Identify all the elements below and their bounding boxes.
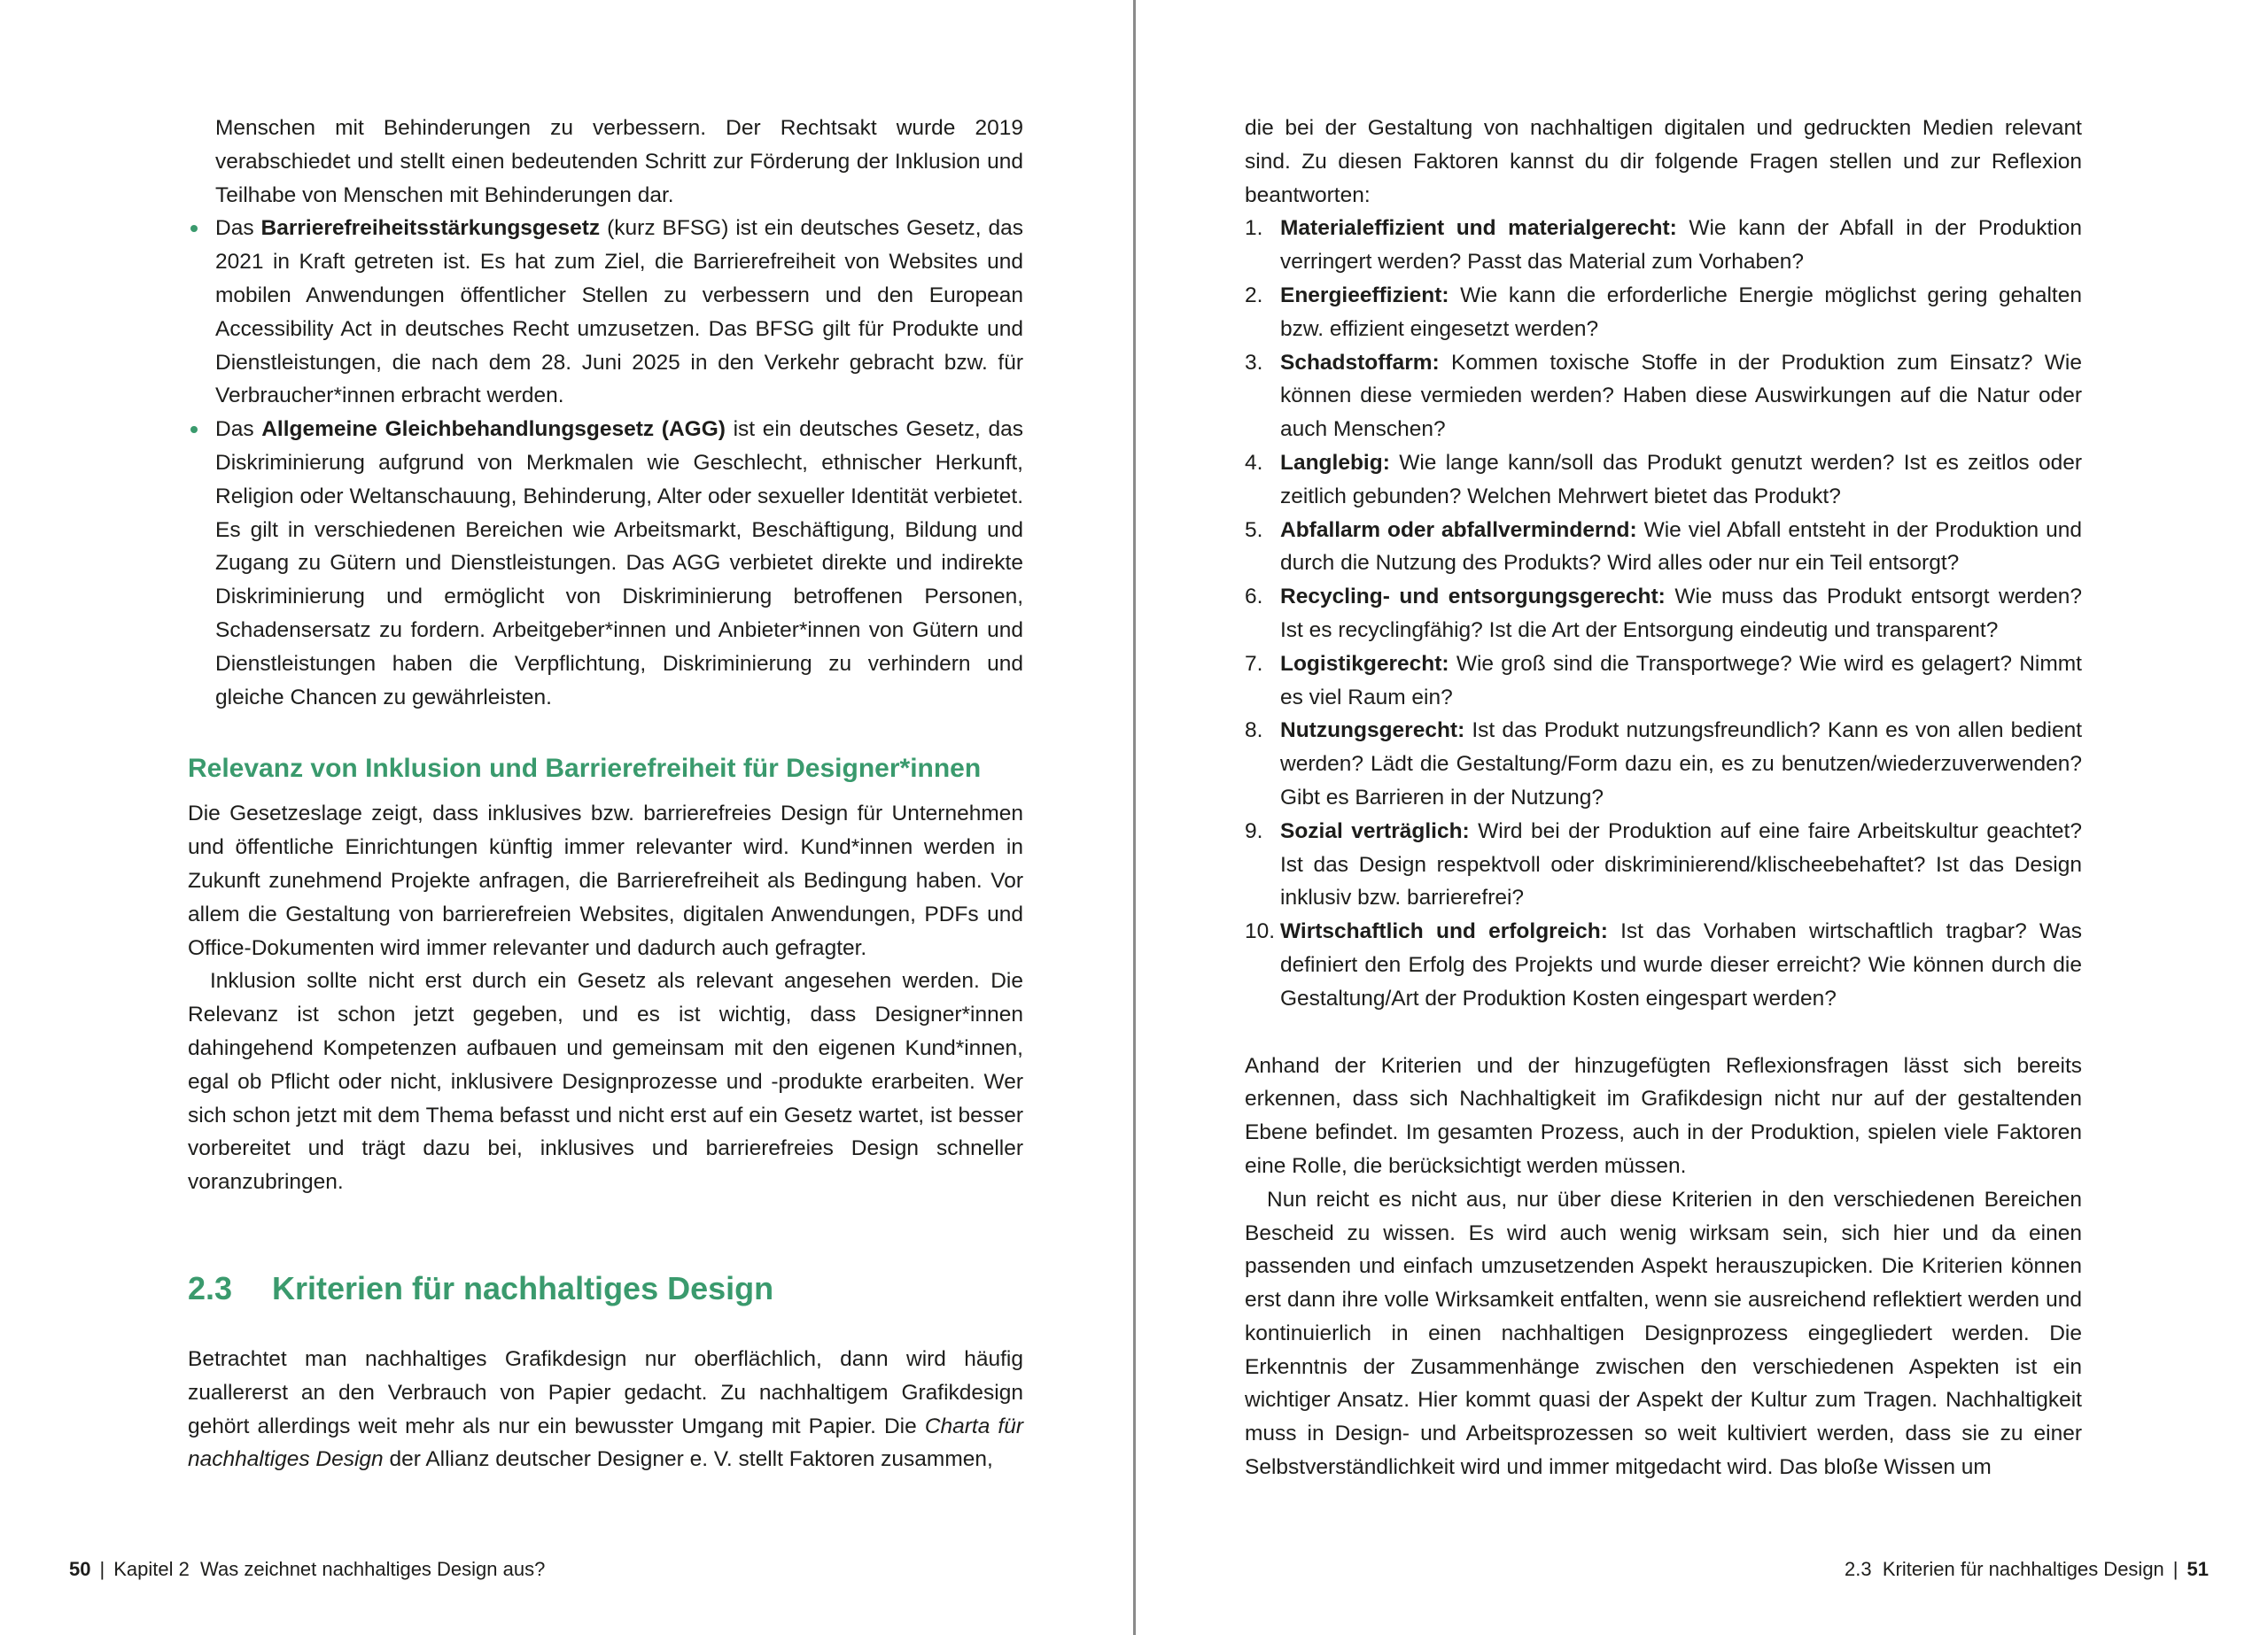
criteria-term: Langlebig: bbox=[1280, 450, 1390, 475]
right-page bbox=[1136, 0, 2268, 1635]
left-page-body bbox=[188, 112, 1023, 1476]
bullet-prefix: Das bbox=[215, 417, 262, 442]
intro-paragraph: Menschen mit Behinderungen zu verbessern. Der Rechtsakt wurde 2019 verabschiedet und stellt einen bedeutenden Schritt zur Förderung der Inklusion und Teilhabe von Menschen mit Behinderungen dar. bbox=[215, 116, 1023, 207]
bullet-text: ist ein deutsches Gesetz, das Diskriminierung aufgrund von Merkmalen wie Geschlecht, ethnischer Herkunft, Religion oder Weltanschauung, Behinderung, Alter oder sexueller Identität verbietet. Es gilt in verschiedenen Bereichen wie Arbeitsmarkt, Beschäftigung, Bildung und Zugang zu Gütern und Dienstleistungen. Das AGG verbietet direkte und indirekte Diskriminierung und ermöglicht von Diskriminierung betroffenen Personen, Schadensersatz zu fordern. Arbeitgeber*innen und Anbieter*innen von Gütern und Dienstleistungen haben die Verpflichtung, Diskriminierung zu verhindern und gleiche Chancen zu gewährleisten. bbox=[215, 417, 1023, 709]
criteria-number: 6. bbox=[1245, 585, 1263, 609]
subheading-relevance: Relevanz von Inklusion und Barrierefreiheit für Designer*innen bbox=[188, 754, 982, 784]
right-footer bbox=[1845, 1557, 2209, 1582]
charta-title: Charta für nachhaltiges Design bbox=[188, 1414, 1023, 1472]
page-number: 50 bbox=[69, 1558, 91, 1580]
criteria-text: Wie kann der Abfall in der Produktion verringert werden? Passt das Material zum Vorhaben? bbox=[1280, 216, 2082, 275]
criteria-text: Ist das Produkt nutzungsfreundlich? Kann es von allen bedient werden? Lädt die Gestaltung/Form dazu ein, es zu benutzen/wiederzuverwenden? Gibt es Barrieren in der Nutzung? bbox=[1280, 718, 2082, 810]
law-bullet-list bbox=[188, 212, 1023, 714]
criteria-number: 5. bbox=[1245, 517, 1263, 542]
bullet-dot-icon bbox=[190, 426, 198, 433]
relevance-paragraph-1: Die Gesetzeslage zeigt, dass inklusives bzw. barrierefreies Design für Unternehmen und öffentliche Einrichtungen künftig immer relevanter wird. Kund*innen werden in Zukunft zunehmend Projekte anfragen, die Barrierefreiheit als Bedingung haben. Vor allem die Gestaltung von barrierefreien Websites, digitalen Anwendungen, PDFs und Office-Dokumenten wird immer relevanter und dadurch auch gefragter. bbox=[188, 802, 1023, 960]
criteria-text: Kommen toxische Stoffe in der Produktion zum Einsatz? Wie können diese vermieden werden? Haben diese Auswirkungen auf die Natur oder auch Menschen? bbox=[1280, 350, 2082, 442]
bullet-dot-icon bbox=[190, 225, 198, 232]
criteria-item bbox=[1245, 446, 2082, 514]
section-title: Kriterien für nachhaltiges Design bbox=[272, 1269, 774, 1306]
criteria-number: 10. bbox=[1245, 919, 1276, 944]
criteria-number: 7. bbox=[1245, 651, 1263, 676]
criteria-text: Wird bei der Produktion auf eine faire Arbeitskultur geachtet? Ist das Design respektvoll oder diskriminierend/klischeebehaftet? Ist das Design inklusiv bzw. barrierefrei? bbox=[1280, 818, 2082, 910]
criteria-term: Logistikgerecht: bbox=[1280, 651, 1449, 676]
closing-paragraph-2: Nun reicht es nicht aus, nur über diese Kriterien in den verschiedenen Bereichen Bescheid zu wissen. Es wird auch wenig wirksam sein, sich hier und da einen passenden und einfach umzusetzenden Aspekt herauszupicken. Die Kriterien können erst dann ihre volle Wirksamkeit entfalten, wenn sie ausreichend reflektiert werden und kontinuierlich in einen nachhaltigen Designprozess eingegliedert werden. Die Erkenntnis der Zusammenhänge zwischen den verschiedenen Aspekten ist ein wichtiger Ansatz. Hier kommt quasi der Aspekt der Kultur zum Tragen. Nachhaltigkeit muss in Design- und Arbeitsprozessen so weit kultiviert werden, dass sie zu einer Selbstverständlichkeit wird und immer mitgedacht wird. Das bloße Wissen um bbox=[1245, 1187, 2082, 1480]
criteria-item bbox=[1245, 279, 2082, 346]
criteria-term: Recycling- und entsorgungsgerecht: bbox=[1280, 585, 1666, 609]
bullet-term: Barrierefreiheitsstärkungsgesetz bbox=[260, 216, 601, 241]
closing-paragraph-1: Anhand der Kriterien und der hinzugefügten Reflexionsfragen lässt sich bereits erkennen, dass sich Nachhaltigkeit im Grafikdesign nicht nur auf der gestaltenden Ebene befindet. Im gesamten Prozess, auch in der Produktion, spielen viele Faktoren eine Rolle, die berücksichtigt werden müssen. bbox=[1245, 1053, 2082, 1178]
criteria-text: Wie muss das Produkt entsorgt werden? Ist es recyclingfähig? Ist die Art der Entsorgung eindeutig und transparent? bbox=[1280, 585, 2082, 642]
bullet-prefix: Das bbox=[215, 216, 261, 241]
criteria-list bbox=[1245, 212, 2082, 1015]
criteria-text: Wie viel Abfall entsteht in der Produktion und durch die Nutzung des Produkts? Wird alles oder nur ein Teil entsorgt? bbox=[1280, 517, 2082, 576]
relevance-paragraph-2: Inklusion sollte nicht erst durch ein Gesetz als relevant angesehen werden. Die Relevanz ist schon jetzt gegeben, und es ist wichtig, dass Designer*innen dahingehend Kompetenzen aufbauen und gemeinsam mit den eigenen Kund*innen, egal ob Pflicht oder nicht, inklusivere Designprozesse und -produkte erarbeiten. Wer sich schon jetzt mit dem Thema befasst und nicht erst auf ein Gesetz wartet, ist besser vorbereitet und trägt dazu bei, inklusives und barrierefreies Design schneller voranzubringen. bbox=[188, 969, 1023, 1195]
criteria-number: 1. bbox=[1245, 216, 1263, 241]
section-number: 2.3 bbox=[188, 1269, 233, 1306]
running-head: Kapitel 2 Was zeichnet nachhaltiges Design aus? bbox=[113, 1558, 546, 1580]
bullet-item-bfsg bbox=[188, 212, 1023, 413]
page-number: 51 bbox=[2186, 1558, 2209, 1580]
criteria-text: Ist das Vorhaben wirtschaftlich tragbar? Was definiert den Erfolg des Projekts und wurde dieser erreicht? Wie können durch die Gestaltung/Art der Produktion Kosten eingespart werden? bbox=[1280, 919, 2082, 1011]
criteria-item bbox=[1245, 714, 2082, 814]
criteria-item bbox=[1245, 212, 2082, 279]
criteria-number: 8. bbox=[1245, 718, 1263, 743]
criteria-number: 9. bbox=[1245, 818, 1263, 843]
criteria-item bbox=[1245, 514, 2082, 581]
section-heading bbox=[188, 1268, 1023, 1309]
criteria-item bbox=[1245, 580, 2082, 647]
intro-paragraph: die bei der Gestaltung von nachhaltigen digitalen und gedruckten Medien relevant sind. Zu diesen Faktoren kannst du dir folgende Fragen stellen und zur Reflexion beantworten: bbox=[1245, 116, 2082, 207]
criteria-term: Wirtschaftlich und erfolgreich: bbox=[1280, 919, 1608, 944]
criteria-term: Materialeffizient und materialgerecht: bbox=[1280, 216, 1677, 241]
bullet-item-agg bbox=[188, 413, 1023, 714]
section-text-b: der Allianz deutscher Designer e. V. stellt Faktoren zusammen, bbox=[383, 1447, 993, 1472]
footer-separator: | bbox=[99, 1558, 105, 1580]
criteria-item bbox=[1245, 346, 2082, 446]
criteria-term: Abfallarm oder abfallvermindernd: bbox=[1280, 517, 1637, 542]
right-page-body bbox=[1245, 112, 2082, 1484]
left-footer bbox=[69, 1557, 545, 1582]
criteria-item bbox=[1245, 915, 2082, 1015]
running-head: 2.3 Kriterien für nachhaltiges Design bbox=[1845, 1558, 2164, 1580]
criteria-text: Wie kann die erforderliche Energie möglichst gering gehalten bzw. effizient eingesetzt werden? bbox=[1280, 283, 2082, 341]
bullet-text: (kurz BFSG) ist ein deutsches Gesetz, das 2021 in Kraft getreten ist. Es hat zum Ziel, die Barrierefreiheit von Websites und mobilen Anwendungen öffentlicher Stellen zu verbessern und den European Accessibility Act in deutsches Recht umzusetzen. Das BFSG gilt für Produkte und Dienstleistungen, die nach dem 28. Juni 2025 in den Verkehr gebracht bzw. für Verbraucher*innen erbracht werden. bbox=[215, 216, 1023, 408]
criteria-number: 4. bbox=[1245, 450, 1263, 475]
criteria-item bbox=[1245, 647, 2082, 715]
section-text-a: Betrachtet man nachhaltiges Grafikdesign nur oberflächlich, dann wird häufig zuallererst an den Verbrauch von Papier gedacht. Zu nachhaltigem Grafikdesign gehört allerdings weit mehr als nur ein bewusster Umgang mit Papier. Die bbox=[188, 1346, 1023, 1438]
criteria-term: Schadstoffarm: bbox=[1280, 350, 1440, 375]
criteria-text: Wie lange kann/soll das Produkt genutzt werden? Ist es zeitlos oder zeitlich gebunden? Welchen Mehrwert bietet das Produkt? bbox=[1280, 450, 2082, 508]
criteria-item bbox=[1245, 815, 2082, 915]
criteria-number: 2. bbox=[1245, 283, 1263, 307]
criteria-text: Wie groß sind die Transportwege? Wie wird es gelagert? Nimmt es viel Raum ein? bbox=[1280, 651, 2082, 709]
criteria-number: 3. bbox=[1245, 350, 1263, 375]
criteria-term: Nutzungsgerecht: bbox=[1280, 718, 1465, 743]
criteria-term: Sozial verträglich: bbox=[1280, 818, 1470, 843]
bullet-term: Allgemeine Gleichbehandlungsgesetz (AGG) bbox=[261, 417, 726, 442]
section-paragraph bbox=[188, 1343, 1023, 1476]
footer-separator: | bbox=[2172, 1558, 2179, 1580]
criteria-term: Energieeffizient: bbox=[1280, 283, 1449, 307]
